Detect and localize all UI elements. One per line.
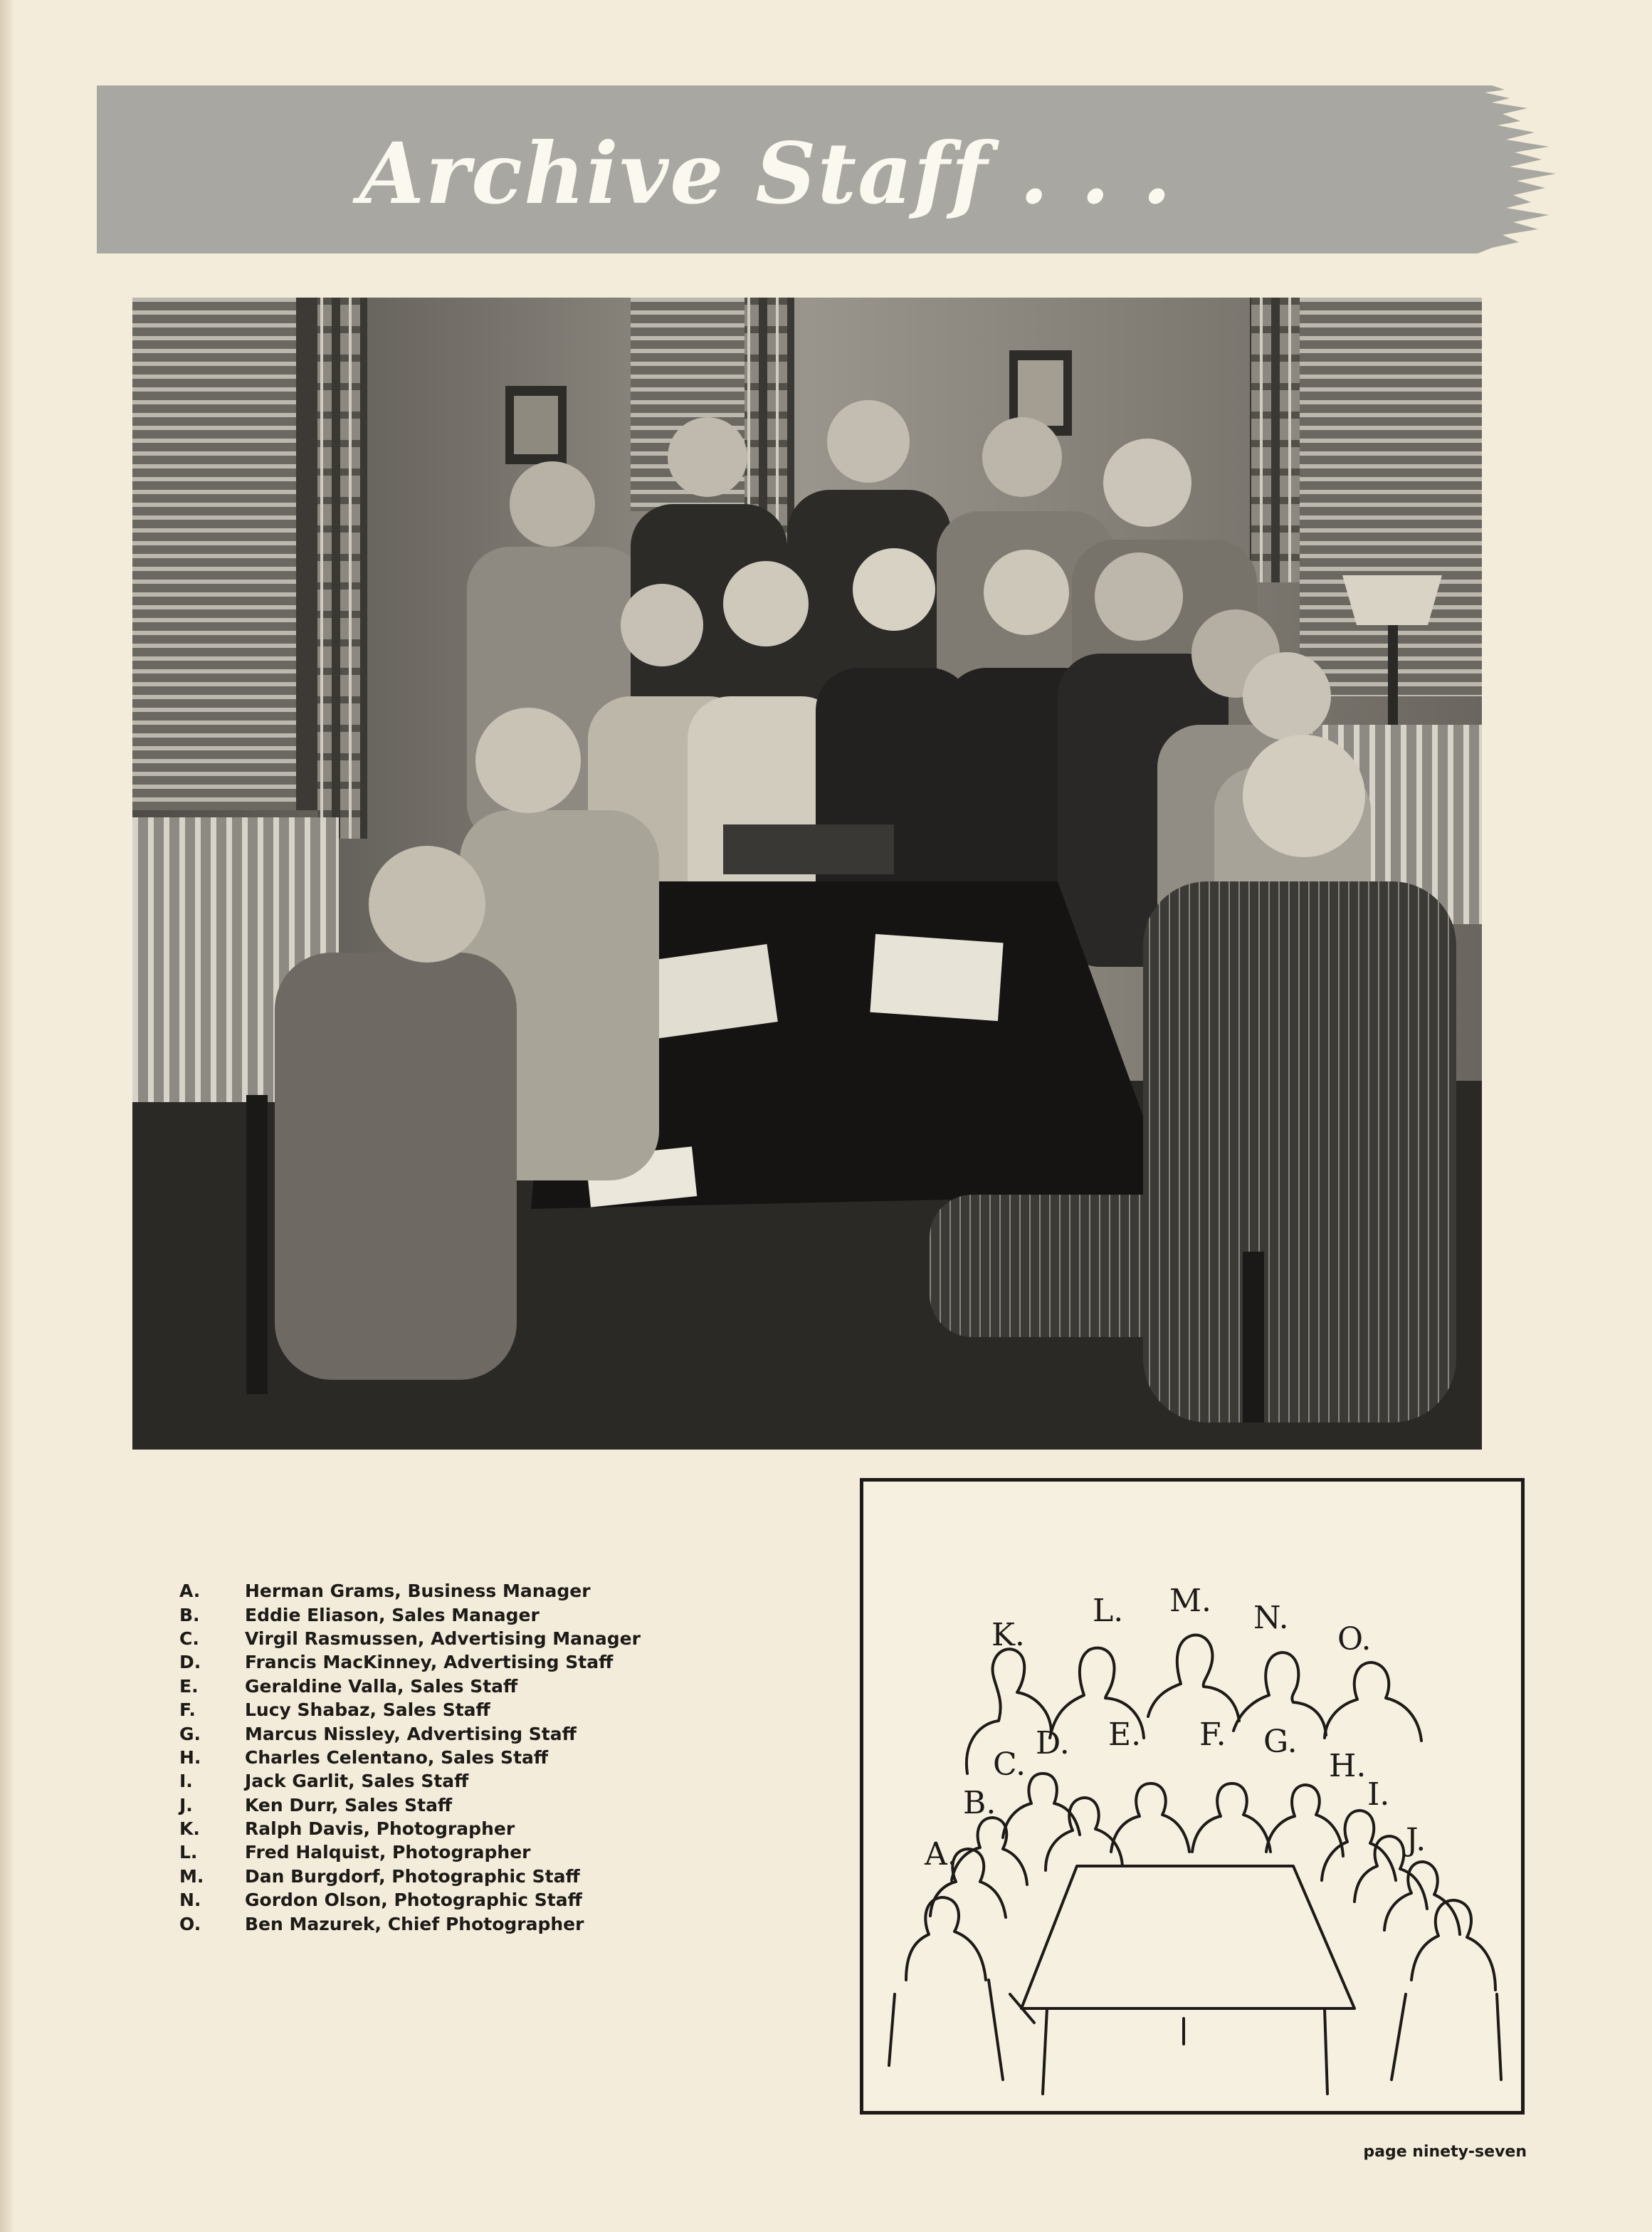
key-label-e: E. [1108, 1717, 1142, 1753]
key-entry: Virgil Rasmussen, Advertising Manager [245, 1628, 641, 1649]
list-item [179, 1627, 735, 1650]
key-label-d: D. [1036, 1725, 1070, 1761]
key-label-c: C. [993, 1746, 1026, 1783]
title-banner [97, 83, 1584, 259]
staff-key-list [179, 1579, 735, 1936]
key-entry: Ben Mazurek, Chief Photographer [245, 1913, 584, 1934]
key-letter: N. [179, 1890, 201, 1911]
key-letter: B. [179, 1604, 200, 1625]
key-label-m: M. [1169, 1583, 1212, 1619]
page-binding-edge [0, 0, 13, 2232]
key-entry: Gordon Olson, Photographic Staff [245, 1890, 582, 1911]
key-entry: Charles Celentano, Sales Staff [245, 1746, 549, 1768]
list-item [179, 1603, 735, 1626]
key-label-g: G. [1263, 1724, 1298, 1760]
key-label-k: K. [991, 1617, 1025, 1653]
key-letter: C. [179, 1628, 199, 1649]
key-entry: Jack Garlit, Sales Staff [245, 1771, 469, 1792]
key-letter: O. [179, 1913, 201, 1934]
key-entry: Lucy Shabaz, Sales Staff [245, 1699, 490, 1721]
list-item [179, 1650, 735, 1674]
list-item [179, 1698, 735, 1722]
key-label-b: B. [963, 1785, 996, 1821]
key-label-a: A. [925, 1836, 957, 1872]
list-item [179, 1817, 735, 1840]
key-entry: Ken Durr, Sales Staff [245, 1794, 453, 1816]
list-item [179, 1579, 735, 1603]
list-item [179, 1722, 735, 1745]
key-letter: M. [179, 1865, 204, 1887]
position-key-diagram [860, 1478, 1525, 2115]
key-entry: Marcus Nissley, Advertising Staff [245, 1723, 577, 1744]
key-letter: K. [179, 1818, 200, 1840]
key-entry: Fred Halquist, Photographer [245, 1842, 531, 1863]
key-letter: J. [179, 1794, 193, 1816]
key-entry: Herman Grams, Business Manager [245, 1581, 591, 1602]
key-entry: Dan Burgdorf, Photographic Staff [245, 1865, 580, 1887]
key-label-f: F. [1199, 1717, 1226, 1753]
key-letter: F. [179, 1699, 196, 1721]
list-item [179, 1912, 735, 1935]
list-item [179, 1675, 735, 1698]
photo-scene [132, 298, 1482, 1450]
key-entry: Geraldine Valla, Sales Staff [245, 1675, 518, 1697]
key-letter: D. [179, 1652, 201, 1673]
list-item [179, 1888, 735, 1912]
page-number: page ninety-seven [1363, 2143, 1527, 2161]
list-item [179, 1865, 735, 1888]
key-entry: Ralph Davis, Photographer [245, 1818, 515, 1840]
list-item [179, 1793, 735, 1817]
key-letter: I. [179, 1771, 193, 1792]
list-item [179, 1840, 735, 1864]
key-entry: Francis MacKinney, Advertising Staff [245, 1652, 614, 1673]
key-label-j: J. [1406, 1822, 1426, 1858]
list-item [179, 1746, 735, 1769]
key-letter: A. [179, 1581, 201, 1602]
key-label-i: I. [1367, 1776, 1390, 1813]
key-letter: G. [179, 1723, 201, 1744]
key-label-l: L. [1093, 1593, 1124, 1629]
key-letter: E. [179, 1675, 199, 1697]
key-label-o: O. [1337, 1621, 1372, 1657]
key-label-n: N. [1253, 1600, 1289, 1636]
silhouette-drawing [863, 1482, 1521, 2111]
key-label-h: H. [1329, 1748, 1367, 1784]
key-letter: L. [179, 1842, 198, 1863]
group-photograph [132, 298, 1482, 1450]
list-item [179, 1769, 735, 1793]
page-title: Archive Staff . . . [359, 124, 1173, 223]
key-letter: H. [179, 1746, 201, 1768]
key-entry: Eddie Eliason, Sales Manager [245, 1604, 540, 1625]
